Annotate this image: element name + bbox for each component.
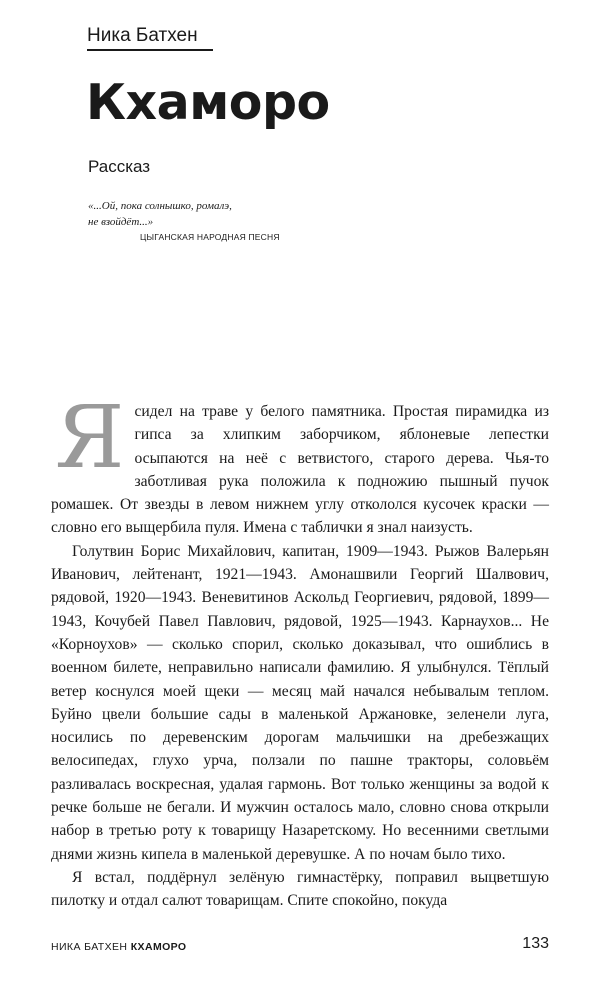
paragraph-3: Я встал, поддёрнул зелёную гимнастёрку, поправил выцветшую пилотку и отдал салют товарищам. Спите спокойно, покуда xyxy=(51,868,549,910)
drop-cap: Я xyxy=(55,388,125,488)
epigraph-line-1: «...Ой, пока солнышко, ромалэ, xyxy=(88,200,232,212)
author-underline xyxy=(87,49,213,51)
genre-label: Рассказ xyxy=(88,157,151,176)
story-title: Кхаморо xyxy=(86,74,330,131)
epigraph-source: ЦЫГАНСКАЯ НАРОДНАЯ ПЕСНЯ xyxy=(140,232,280,242)
epigraph xyxy=(88,198,348,244)
paragraph-1-text: сидел на траве у белого памятника. Простая пирамидка из гипса за хлипким заборчиком, яблоневые лепестки осыпаются на неё с ветвистого, старого дерева. Чья-то заботливая рука положила к подножию пышный пучок ромашек. От звезды в левом нижнем углу откололся кусочек краски — словно его выщербила пуля. Имена с таблички я знал наизусть. xyxy=(51,403,549,537)
running-footer xyxy=(51,940,187,954)
paragraph-2: Голутвин Борис Михайлович, капитан, 1909—1943. Рыжов Валерьян Иванович, лейтенант, 1921—1943. Амонашвили Георгий Шалвович, рядовой, 1920—1943. Веневитинов Аскольд Георгиевич, рядовой, 1899—1943, Кочубей Павел Павлович, рядовой, 1925—1943. Карнаухов... Не «Корноухов» — сколько спорил, сколько доказывал, что ошиблись в военном билете, неправильно написали фамилию. Я улыбнулся. Тёплый ветер коснулся моей щеки — месяц май начался небывалым теплом. Буйно цвели большие сады в маленькой Аржановке, зеленели луга, носились по деревенским дорогам мальчишки на дребезжащих велосипедах, глухо урча, ползали по пашне тракторы, соловьём разливалась воскресная, удалая гармонь. Вот только женщины за водой к речке больше не бегали. И мужчин осталось мало, словно снова открыли набор в третью роту к товарищу Назаретскому. Но весенними светлыми днями жизнь кипела в маленькой деревушке. А по ночам было тихо. xyxy=(51,542,549,863)
epigraph-line-2: не взойдёт...» xyxy=(88,216,154,228)
author-name: Ника Батхен xyxy=(87,25,198,46)
footer-title: КХАМОРО xyxy=(130,941,187,953)
paragraph-1 xyxy=(51,388,549,540)
footer-author: НИКА БАТХЕН xyxy=(51,941,128,953)
page-number: 133 xyxy=(522,935,549,952)
story-body xyxy=(51,388,549,913)
